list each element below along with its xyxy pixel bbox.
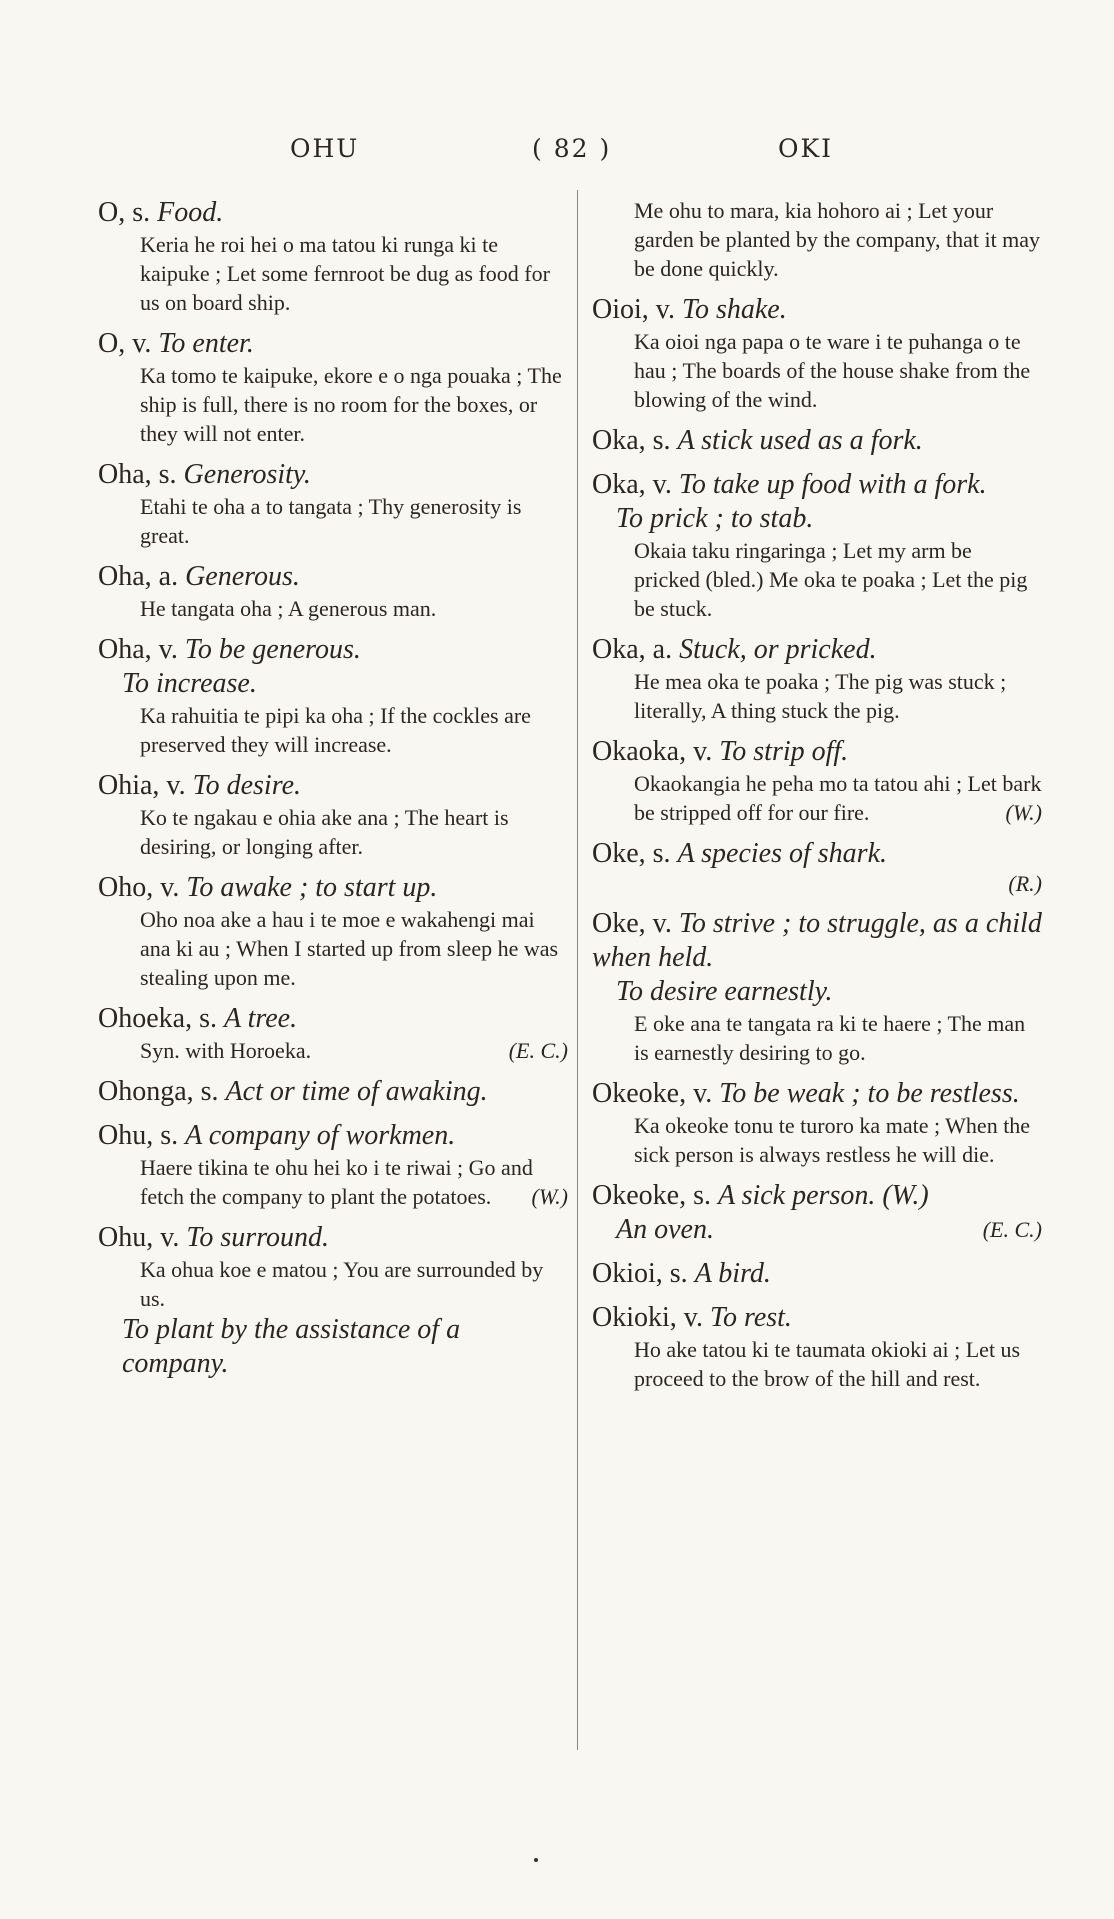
gloss: A bird. (694, 1258, 771, 1289)
dictionary-entry (592, 907, 1042, 1067)
source-tag: (R.) (1008, 871, 1042, 896)
gloss: To strive ; to struggle, as a child when held. (592, 908, 1042, 973)
gloss: A company of workmen. (185, 1120, 456, 1151)
dictionary-entry (98, 1221, 568, 1381)
dictionary-entry (592, 1257, 1042, 1291)
example-text: Haere tikina te ohu hei ko i te riwai ; Go and fetch the company to plant the potatoes. (W.) (140, 1155, 568, 1209)
dictionary-entry (592, 1179, 1042, 1247)
headword: Oho, v. (98, 872, 180, 903)
sub-sense: An oven. (E. C.) (616, 1214, 1042, 1245)
gloss: To enter. (158, 328, 254, 359)
example-text: Ka okeoke tonu te turoro ka mate ; When the sick person is always restless he will die. (634, 1113, 1031, 1167)
dictionary-entry (98, 1002, 568, 1065)
dictionary-entry (98, 1075, 568, 1109)
example-text: He tangata oha ; A generous man. (140, 596, 437, 621)
dictionary-entry (592, 468, 1042, 623)
example-text: He mea oka te poaka ; The pig was stuck ; literally, A thing stuck the pig. (634, 669, 1007, 723)
dictionary-entry (592, 293, 1042, 414)
entry-headline (98, 633, 568, 667)
headword: Okioki, v. (592, 1302, 703, 1333)
example-text: Okaokangia he peha mo ta tatou ahi ; Let bark be stripped off for our fire. (W.) (634, 771, 1042, 825)
gloss: A tree. (223, 1003, 298, 1034)
page-number: ( 82 ) (532, 134, 612, 163)
entry-headline (592, 633, 1042, 667)
headword: Ohu, v. (98, 1222, 180, 1253)
dictionary-entry (592, 1077, 1042, 1169)
dictionary-entry (98, 560, 568, 623)
headword: Ohia, v. (98, 770, 186, 801)
headword: Oka, a. (592, 634, 673, 665)
dictionary-entry (98, 196, 568, 317)
example-text: E oke ana te tangata ra ki te haere ; The man is earnestly desiring to go. (634, 1011, 1026, 1065)
entry-headline (98, 196, 568, 230)
sub-sense: To plant by the assistance of a company. (122, 1314, 461, 1379)
headword: Okaoka, v. (592, 736, 713, 767)
example-text: Etahi te oha a to tangata ; Thy generosity is great. (140, 494, 522, 548)
headword: Okioi, s. (592, 1258, 688, 1289)
gloss: To be weak ; to be restless. (719, 1078, 1020, 1109)
left-column (98, 196, 568, 1391)
gloss: To awake ; to start up. (186, 872, 438, 903)
example-text: Ho ake tatou ki te taumata okioki ai ; Let us proceed to the brow of the hill and rest. (634, 1337, 1021, 1391)
dictionary-entry (98, 769, 568, 861)
sub-sense: To desire earnestly. (616, 976, 833, 1007)
example-text: Ka oioi nga papa o te ware i te puhanga o te hau ; The boards of the house shake from the blowing of the wind. (634, 329, 1031, 412)
dictionary-entry (98, 1119, 568, 1211)
dictionary-entry (98, 458, 568, 550)
gloss: Stuck, or pricked. (679, 634, 877, 665)
dictionary-entry (592, 1301, 1042, 1393)
headword: Oke, s. (592, 838, 671, 869)
gloss: To surround. (186, 1222, 330, 1253)
source-tag: (W.) (882, 1180, 929, 1211)
entry-headline (592, 907, 1042, 975)
dictionary-entry (98, 633, 568, 759)
gloss: To be generous. (184, 634, 361, 665)
dictionary-entry (98, 327, 568, 448)
sub-sense: To increase. (122, 668, 257, 699)
headword: Oka, s. (592, 425, 671, 456)
entry-headline (592, 1179, 1042, 1213)
example-text: Oho noa ake a hau i te moe e wakahengi mai ana ki au ; When I started up from sleep he was stealing upon me. (140, 907, 559, 990)
dictionary-entry (592, 196, 1042, 283)
source-tag: (E. C.) (508, 1038, 568, 1063)
entry-headline (98, 458, 568, 492)
headword: Ohu, s. (98, 1120, 179, 1151)
source-tag: (W.) (531, 1184, 568, 1209)
sub-sense: To prick ; to stab. (616, 503, 814, 534)
example-text: Keria he roi hei o ma tatou ki runga ki te kaipuke ; Let some fernroot be dug as food for us on board ship. (140, 232, 550, 315)
headword: Ohoeka, s. (98, 1003, 217, 1034)
entry-headline (592, 837, 1042, 871)
gloss: Generosity. (183, 459, 311, 490)
entry-headline (592, 1077, 1042, 1111)
dictionary-entry (592, 424, 1042, 458)
entry-headline (98, 1119, 568, 1153)
entry-headline (592, 293, 1042, 327)
example-text: Ka tomo te kaipuke, ekore e o nga pouaka ; The ship is full, there is no room for the boxes, or they will not enter. (140, 363, 562, 446)
entry-headline (98, 871, 568, 905)
source-tag: (W.) (1005, 800, 1042, 825)
entry-headline (592, 735, 1042, 769)
entry-headline (592, 468, 1042, 502)
entry-headline (98, 1075, 568, 1109)
headword: Oka, v. (592, 469, 672, 500)
headword: Oha, v. (98, 634, 178, 665)
gloss: A sick person. (717, 1180, 876, 1211)
entry-headline (592, 1301, 1042, 1335)
gloss: To strip off. (719, 736, 849, 767)
headword: O, v. (98, 328, 152, 359)
running-head-right: OKI (778, 134, 834, 163)
gloss: A stick used as a fork. (677, 425, 923, 456)
dictionary-entry (98, 871, 568, 992)
example-text: Ka ohua koe e matou ; You are surrounded by us. (140, 1257, 544, 1311)
example-text: Ka rahuitia te pipi ka oha ; If the cockles are preserved they will increase. (140, 703, 531, 757)
source-tag: (E. C.) (982, 1217, 1042, 1242)
entry-headline (98, 769, 568, 803)
dictionary-entry (592, 735, 1042, 827)
column-divider (577, 190, 578, 1750)
gloss: A species of shark. (677, 838, 887, 869)
example-text: Okaia taku ringaringa ; Let my arm be pricked (bled.) Me oka te poaka ; Let the pig be stuck. (634, 538, 1028, 621)
gloss: Act or time of awaking. (225, 1076, 488, 1107)
gloss: To desire. (192, 770, 301, 801)
example-text: Me ohu to mara, kia hohoro ai ; Let your garden be planted by the company, that it may be done quickly. (634, 198, 1041, 281)
gloss: To take up food with a fork. (678, 469, 987, 500)
dictionary-entry (592, 837, 1042, 897)
headword: Ohonga, s. (98, 1076, 219, 1107)
example-text: Syn. with Horoeka. (E. C.) (140, 1038, 568, 1063)
headword: O, s. (98, 197, 151, 228)
headword: Okeoke, s. (592, 1180, 711, 1211)
entry-headline (592, 1257, 1042, 1291)
entry-headline (98, 1002, 568, 1036)
gloss: To rest. (709, 1302, 792, 1333)
headword: Oke, v. (592, 908, 672, 939)
headword: Okeoke, v. (592, 1078, 713, 1109)
ink-speck (534, 1858, 538, 1862)
entry-headline (98, 327, 568, 361)
gloss: To shake. (681, 294, 787, 325)
running-head-left: OHU (290, 134, 360, 163)
gloss: Generous. (185, 561, 300, 592)
dictionary-entry (592, 633, 1042, 725)
headword: Oioi, v. (592, 294, 675, 325)
entry-headline (98, 1221, 568, 1255)
right-column (592, 196, 1042, 1403)
example-text: Ko te ngakau e ohia ake ana ; The heart is desiring, or longing after. (140, 805, 509, 859)
headword: Oha, a. (98, 561, 179, 592)
entry-headline (98, 560, 568, 594)
gloss: Food. (157, 197, 224, 228)
headword: Oha, s. (98, 459, 177, 490)
entry-headline (592, 424, 1042, 458)
